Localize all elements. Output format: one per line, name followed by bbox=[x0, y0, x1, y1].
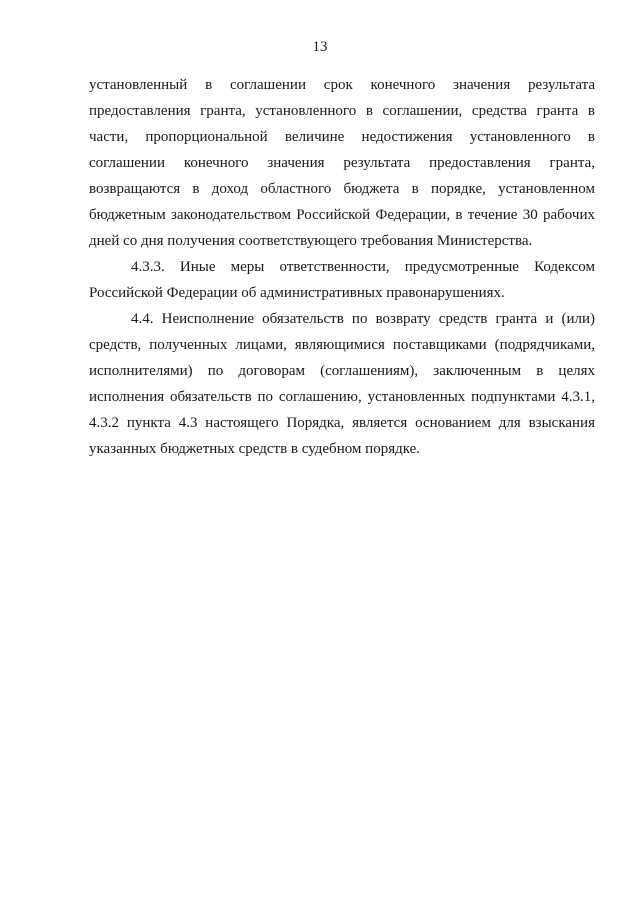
paragraph-clause-4-3-3: 4.3.3. Иные меры ответственности, предусмотренные Кодексом Российской Федерации об административных правонарушениях. bbox=[89, 259, 595, 301]
document-body bbox=[89, 72, 595, 462]
page-number: 13 bbox=[312, 39, 328, 55]
paragraph-continuation: установленный в соглашении срок конечного значения результата предоставления гранта, установленного в соглашении, средства гранта в части, пропорциональной величине недостижения установленного в соглашении конечного значения результата предоставления гранта, возвращаются в доход областного бюджета в порядке, установленном бюджетным законодательством Российской Федерации, в течение 30 рабочих дней со дня получения соответствующего требования Министерства. bbox=[89, 77, 595, 249]
paragraph-clause-4-4: 4.4. Неисполнение обязательств по возврату средств гранта и (или) средств, полученных лицами, являющимися поставщиками (подрядчиками, исполнителями) по договорам (соглашениям), заключенным в целях исполнения обязательств по соглашению, установленных подпунктами 4.3.1, 4.3.2 пункта 4.3 настоящего Порядка, является основанием для взыскания указанных бюджетных средств в судебном порядке. bbox=[89, 311, 595, 457]
